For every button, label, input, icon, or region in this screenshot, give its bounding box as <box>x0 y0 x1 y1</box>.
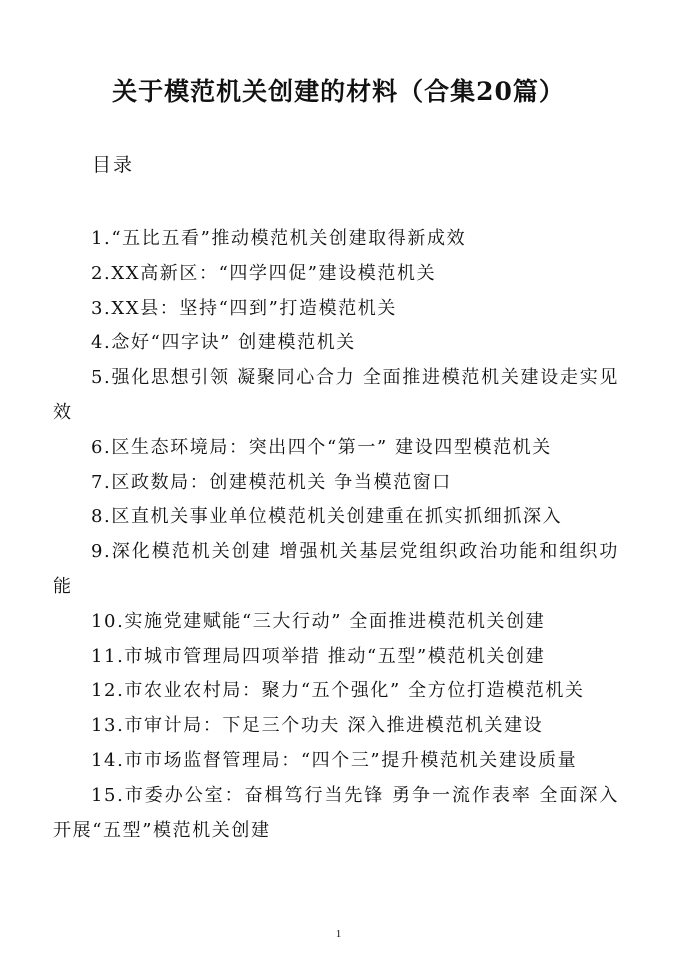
toc-item: 9.深化模范机关创建 增强机关基层党组织政治功能和组织功能 <box>53 541 619 597</box>
toc-heading: 目录 <box>92 154 135 176</box>
toc-item: 10.实施党建赋能“三大行动” 全面推进模范机关创建 <box>91 610 546 632</box>
toc-item: 5.强化思想引领 凝聚同心合力 全面推进模范机关建设走实见效 <box>53 367 619 423</box>
toc-item: 8.区直机关事业单位模范机关创建重在抓实抓细抓深入 <box>91 506 563 528</box>
toc-item: 14.市市场监督管理局：“四个三”提升模范机关建设质量 <box>91 749 578 771</box>
table-of-contents <box>53 222 619 848</box>
toc-item: 12.市农业农村局：聚力“五个强化” 全方位打造模范机关 <box>91 680 585 702</box>
document-title: 关于模范机关创建的材料（合集20篇） <box>112 77 565 106</box>
toc-item: 15.市委办公室：奋楫笃行当先锋 勇争一流作表率 全面深入开展“五型”模范机关创建 <box>53 784 619 841</box>
toc-item: 1.“五比五看”推动模范机关创建取得新成效 <box>91 228 467 249</box>
toc-item: 13.市审计局：下足三个功夫 深入推进模范机关建设 <box>91 715 544 737</box>
toc-item: 3.XX县：坚持“四到”打造模范机关 <box>91 297 398 319</box>
toc-item: 2.XX高新区：“四学四促”建设模范机关 <box>91 262 437 284</box>
toc-item: 6.区生态环境局：突出四个“第一” 建设四型模范机关 <box>91 436 552 458</box>
toc-item: 7.区政数局：创建模范机关 争当模范窗口 <box>91 471 452 493</box>
page-number: 1 <box>335 928 342 940</box>
toc-item: 4.念好“四字诀” 创建模范机关 <box>91 332 356 354</box>
toc-item: 11.市城市管理局四项举措 推动“五型”模范机关创建 <box>91 645 546 667</box>
